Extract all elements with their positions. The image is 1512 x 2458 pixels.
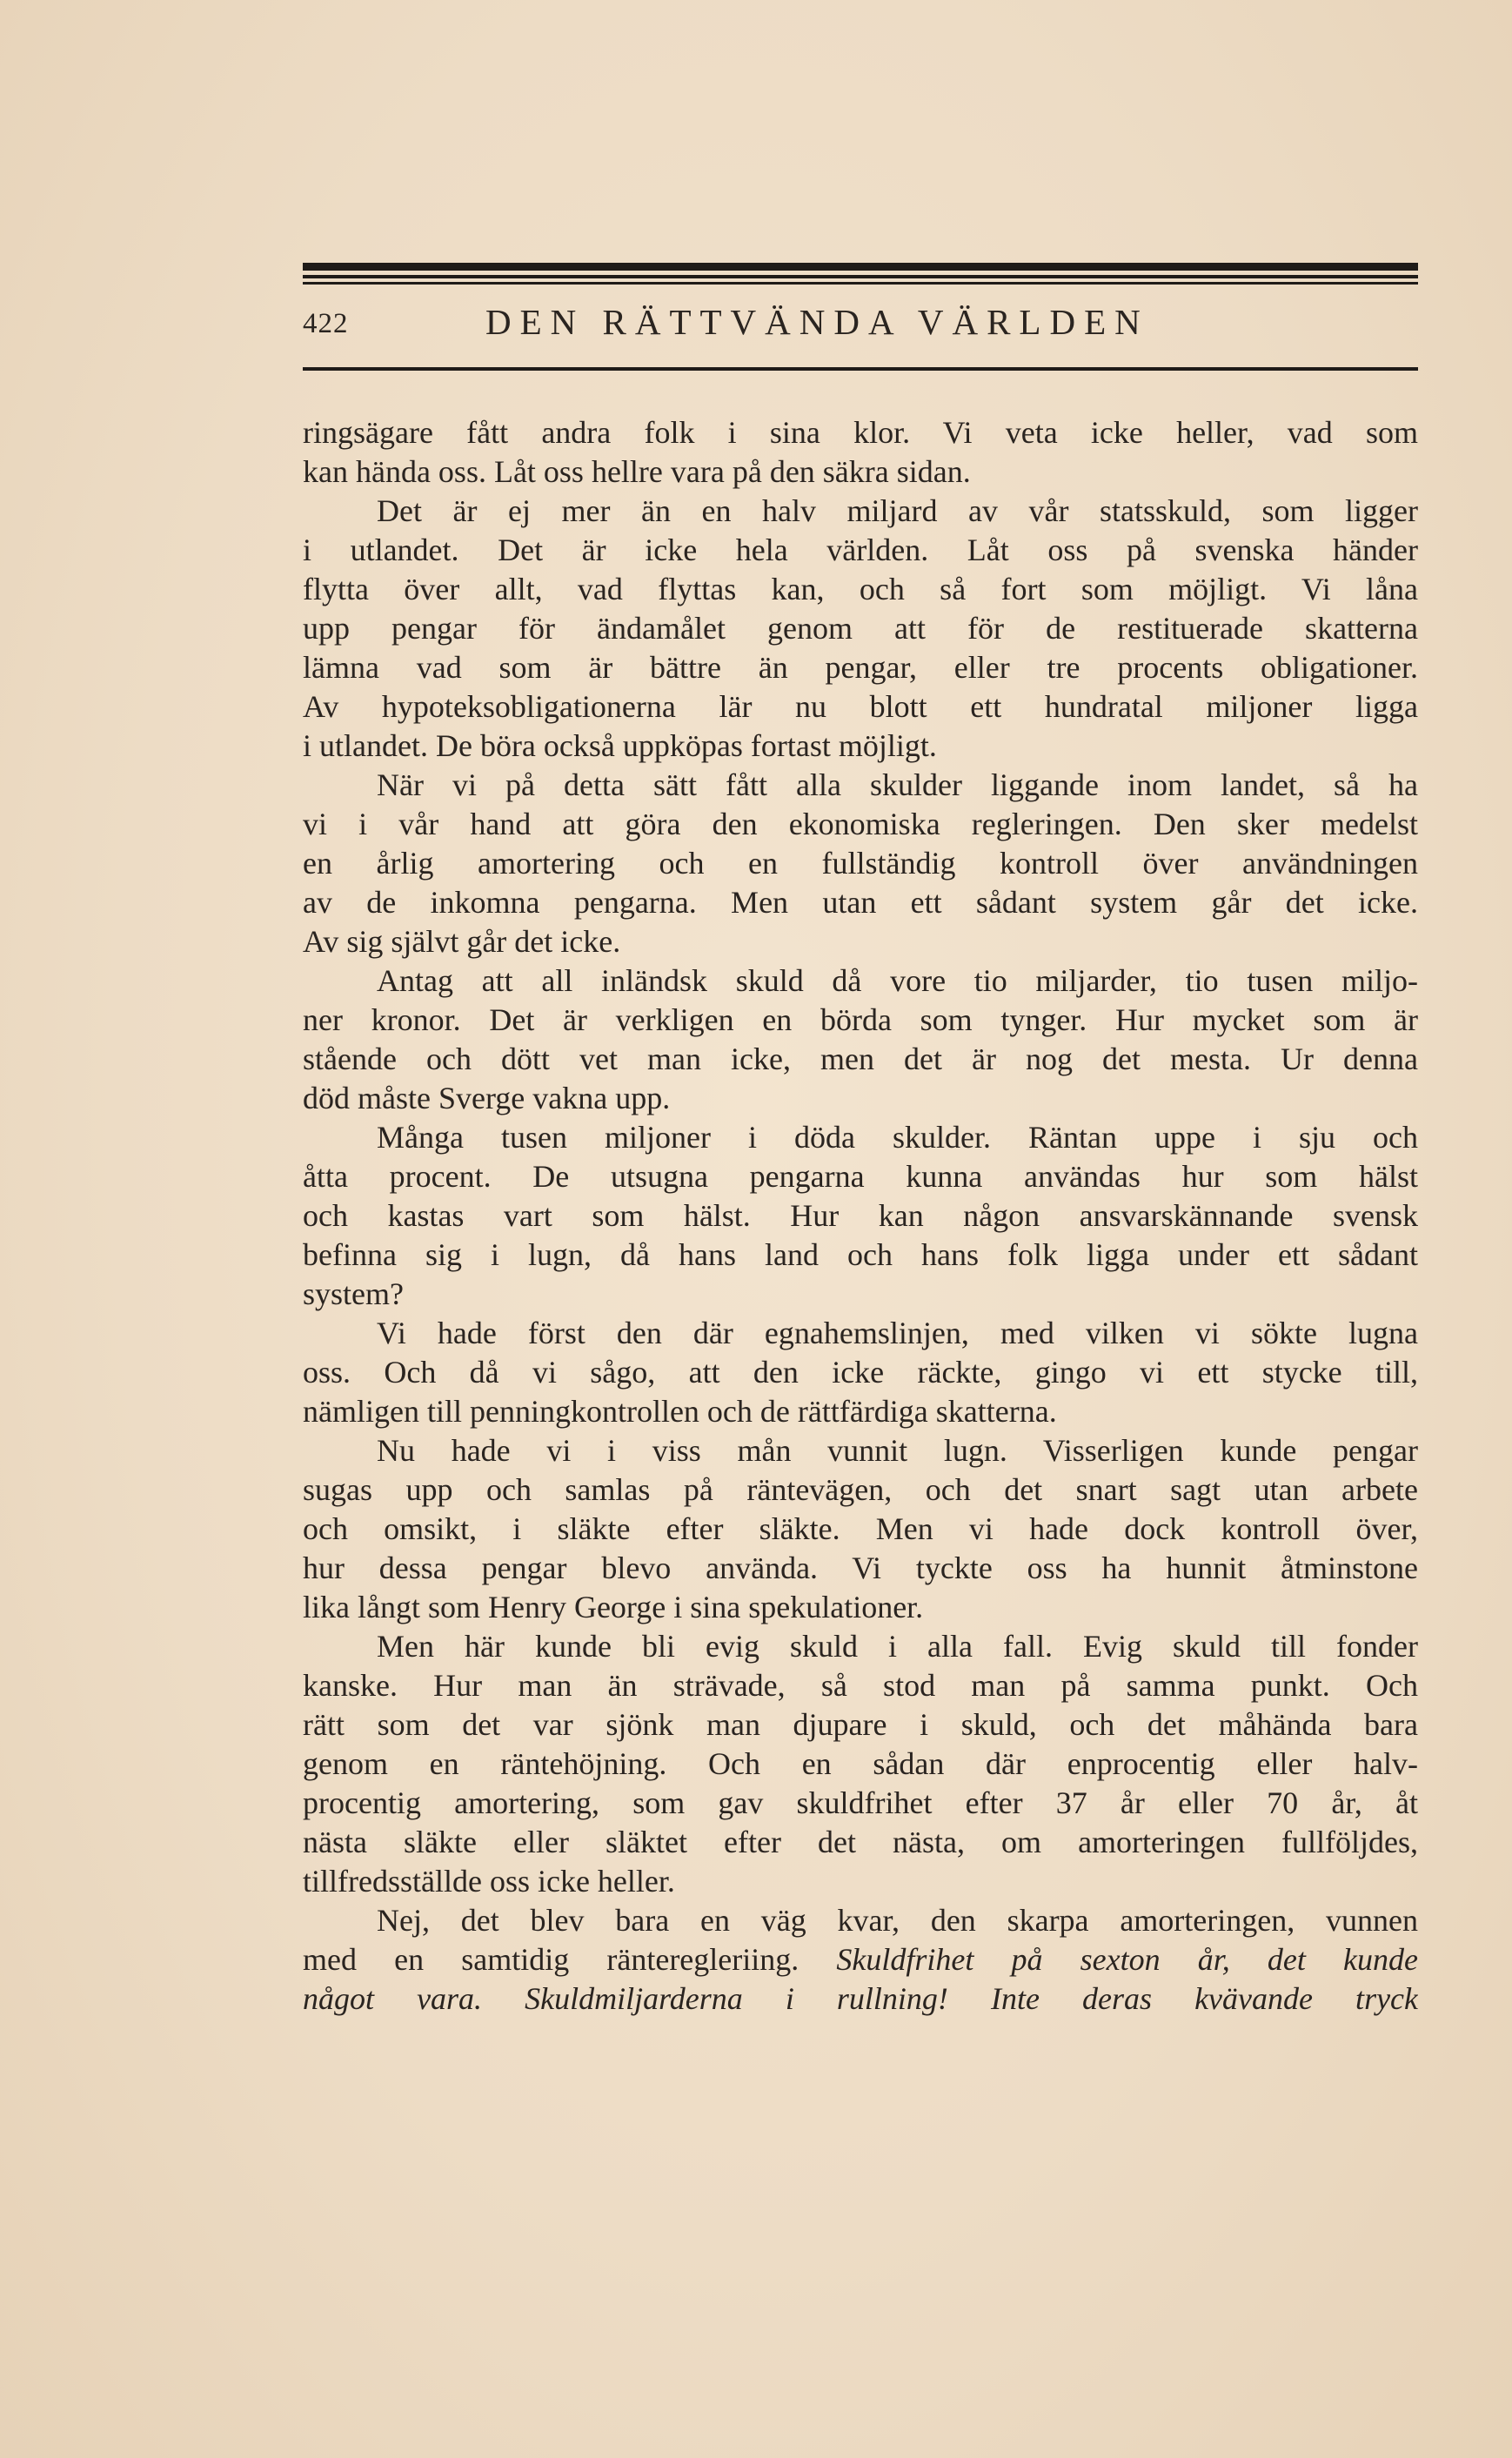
text-line: åtta procent. De utsugna pengarna kunna användas hur som hälst <box>303 1159 1418 1194</box>
italic-segment: Skuldmiljarderna i rullning! Inte deras kvävande tryck <box>525 1981 1418 2016</box>
text-line: i utlandet. Det är icke hela världen. Låt oss på svenska händer <box>303 532 1418 567</box>
header-rule-thick <box>303 263 1418 271</box>
roman-segment: med en samtidig ränteregleriing. <box>303 1942 799 1977</box>
text-line: Av hypoteksobligationerna lär nu blott ett hundratal miljoner ligga <box>303 689 1418 724</box>
text-line: Vi hade först den där egnahemslinjen, med vilken vi sökte lugna <box>377 1316 1418 1350</box>
text-line: Antag att all inländsk skuld då vore tio miljarder, tio tusen miljo- <box>377 963 1418 998</box>
text-line: Nu hade vi i viss mån vunnit lugn. Visserligen kunde pengar <box>377 1433 1418 1468</box>
page-number: 422 <box>303 308 349 339</box>
text-line: Nej, det blev bara en väg kvar, den skarpa amorteringen, vunnen <box>377 1903 1418 1938</box>
text-line: Många tusen miljoner i döda skulder. Räntan uppe i sju och <box>377 1120 1418 1155</box>
text-line: system? <box>303 1276 404 1311</box>
running-header <box>303 296 1418 358</box>
text-line-mixed <box>303 1979 1418 2019</box>
text-line: tillfredsställde oss icke heller. <box>303 1864 675 1899</box>
text-line: flytta över allt, vad flyttas kan, och så fort som möjligt. Vi låna <box>303 572 1418 606</box>
text-line: kanske. Hur man än strävade, så stod man på samma punkt. Och <box>303 1668 1418 1703</box>
italic-segment: Skuldfrihet på sexton år, det kunde <box>836 1942 1418 1977</box>
text-line: vi i vår hand att göra den ekonomiska regleringen. Den sker medelst <box>303 807 1418 841</box>
text-line: upp pengar för ändamålet genom att för de restituerade skatterna <box>303 611 1418 646</box>
text-line: lika långt som Henry George i sina spekulationer. <box>303 1590 924 1624</box>
text-line: oss. Och då vi sågo, att den icke räckte, gingo vi ett stycke till, <box>303 1355 1418 1390</box>
text-line: procentig amortering, som gav skuldfrihet efter 37 år eller 70 år, åt <box>303 1785 1418 1820</box>
body-text <box>303 413 1418 2019</box>
text-line: av de inkomna pengarna. Men utan ett sådant system går det icke. <box>303 885 1418 920</box>
header-underline-rule <box>303 367 1418 371</box>
text-line: Det är ej mer än en halv miljard av vår statsskuld, som ligger <box>377 493 1418 528</box>
text-line: död måste Sverge vakna upp. <box>303 1081 671 1115</box>
text-line: kan hända oss. Låt oss hellre vara på den säkra sidan. <box>303 454 971 489</box>
text-line: nästa släkte eller släktet efter det nästa, om amorteringen fullföljdes, <box>303 1825 1418 1859</box>
text-line: genom en räntehöjning. Och en sådan där enprocentig eller halv- <box>303 1746 1418 1781</box>
text-line: stående och dött vet man icke, men det är nog det mesta. Ur denna <box>303 1041 1418 1076</box>
text-line: lämna vad som är bättre än pengar, eller tre procents obligationer. <box>303 650 1418 685</box>
header-rule-medium <box>303 275 1418 278</box>
text-line: När vi på detta sätt fått alla skulder liggande inom landet, så ha <box>377 767 1418 802</box>
text-line: Men här kunde bli evig skuld i alla fall. Evig skuld till fonder <box>377 1629 1418 1664</box>
text-line: hur dessa pengar blevo använda. Vi tyckte oss ha hunnit åtminstone <box>303 1550 1418 1585</box>
text-line-mixed <box>303 1940 1418 1979</box>
text-line: ringsägare fått andra folk i sina klor. Vi veta icke heller, vad som <box>303 415 1418 450</box>
text-line: sugas upp och samlas på räntevägen, och det snart sagt utan arbete <box>303 1472 1418 1507</box>
header-rule-thin <box>303 282 1418 285</box>
text-line: och kastas vart som hälst. Hur kan någon ansvarskännande svensk <box>303 1198 1418 1233</box>
text-line: befinna sig i lugn, då hans land och hans folk ligga under ett sådant <box>303 1237 1418 1272</box>
text-line: rätt som det var sjönk man djupare i skuld, och det måhända bara <box>303 1707 1418 1742</box>
text-line: i utlandet. De böra också uppköpas fortast möjligt. <box>303 728 937 763</box>
text-line: och omsikt, i släkte efter släkte. Men vi hade dock kontroll över, <box>303 1511 1418 1546</box>
running-title: DEN RÄTTVÄNDA VÄRLDEN <box>485 302 1149 342</box>
italic-segment: något vara. <box>303 1981 483 2016</box>
text-line: nämligen till penningkontrollen och de rättfärdiga skatterna. <box>303 1394 1057 1429</box>
text-line: ner kronor. Det är verkligen en börda som tynger. Hur mycket som är <box>303 1002 1418 1037</box>
text-line: Av sig självt går det icke. <box>303 924 621 959</box>
text-line: en årlig amortering och en fullständig kontroll över användningen <box>303 846 1418 881</box>
